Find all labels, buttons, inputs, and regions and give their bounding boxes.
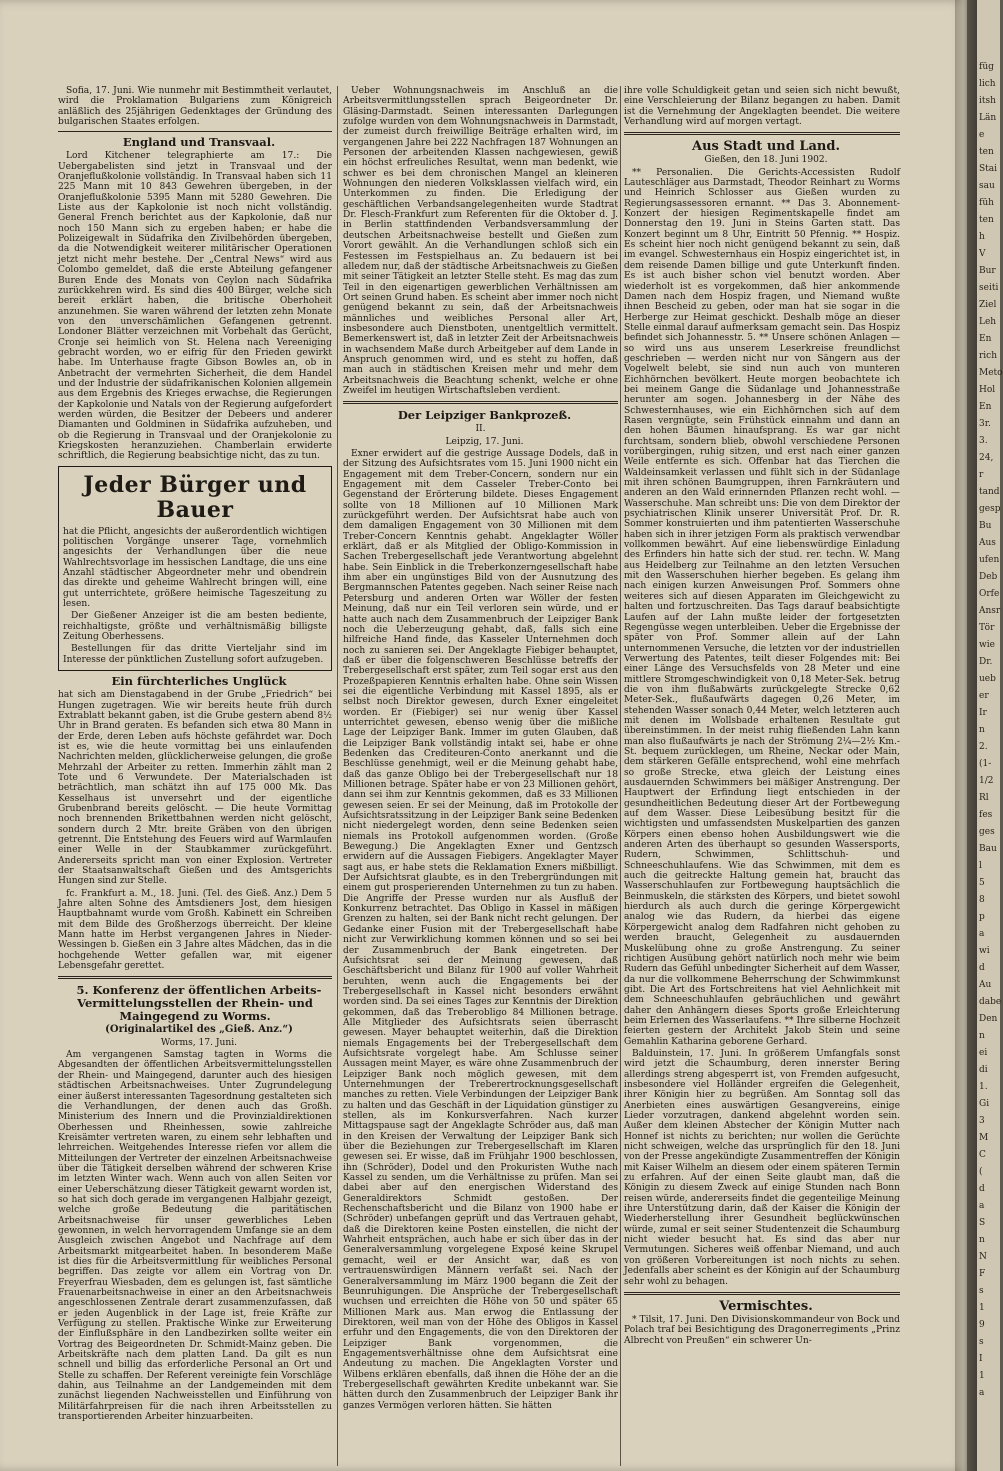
adjacent-page-fragment: Den xyxy=(979,1014,998,1024)
adjacent-page-fragment: Bu xyxy=(979,521,992,531)
adjacent-page-fragment: 2. xyxy=(979,742,988,752)
adjacent-page-fragment: Gi xyxy=(979,1099,990,1109)
adjacent-page-fragment: dabe xyxy=(979,997,1002,1007)
dateline: Leipzig, 17. Juni. xyxy=(445,436,524,447)
adjacent-page-fragment: rich xyxy=(979,351,998,361)
bankprozess-continuation: ihre volle Schuldigkeit getan und seien sich nicht bewußt, eine Verschleierung der Bilanz begangen zu haben. Damit ist die Vernehmung der Angeklagten beendet. Die weitere Verhandlung wird auf morgen vertagt. xyxy=(624,86,900,128)
adjacent-page-fragment: r xyxy=(979,470,984,480)
column-1 xyxy=(58,86,332,1466)
adjacent-page-fragment: tand xyxy=(979,487,1000,497)
adjacent-page-fragment: Orfe xyxy=(979,589,1000,599)
adjacent-page-fragment: Meto xyxy=(979,368,1003,378)
wohnungsnachweis-article: Ueber Wohnungsnachweis im Anschluß an die Arbeitsvermittlungsstellen sprach Beigeordneter Dr. Gläsing-Darmstadt. Seinen interessanten Darlegungen zufolge wurden von dem Wohnungsnachweis in Darmstadt, der zumeist durch freiwillige Beiträge erhalten wird, im vergangenen Jahre bei 222 Nachfragen 187 Wohnungen an Personen der arbeitenden Klassen nachgewiesen, gewiß ein höchst erfreuliches Resultat, wenn man bedenkt, wie schwer es bei dem chronischen Mangel an kleineren Wohnungen den niederen Volksklassen vielfach wird, ein Unterkommen zu finden. Die Erledigung der geschäftlichen Verbandsangelegenheiten wurde Stadtrat Dr. Flesch-Frankfurt zum Referenten für die Oktober d. J. in Berlin stattfindenden Verbandsversammlung der deutschen Arbeitsnachweise bestellt und Gießen zum Vorort gewählt. An die Verhandlungen schloß sich ein Festessen im Festspielhaus an. Zu bedauern ist bei alledem nur, daß der städtische Arbeitsnachweis zu Gießen mit seiner Tätigkeit an letzter Stelle steht. Es mag das zum Teil in den eigenartigen gewerblichen Verhältnissen am Ort seinen Grund haben. Es scheint aber immer noch nicht genügend bekannt zu sein, daß der Arbeitsnachweis männliches und weibliches Personal aller Art, insbesondere auch Dienstboten, unentgeltlich vermittelt. Bemerkenswert ist, daß in letzter Zeit der Arbeitsnachweis in wachsendem Maße durch Arbeitgeber auf dem Lande in Anspruch genommen wird, und es steht zu hoffen, daß man auch in städtischen Kreisen mehr und mehr dem Arbeitsnachweis die Beachtung schenkt, welche er ohne Zweifel im heutigen Wirtschaftsleben verdient. xyxy=(343,86,618,396)
column-2 xyxy=(343,86,618,1466)
adjacent-page-fragment: sau xyxy=(979,181,995,191)
adjacent-page-fragment: ges xyxy=(979,827,995,837)
dateline: Worms, 17. Juni. xyxy=(160,1037,238,1048)
part-number: II. xyxy=(475,424,486,435)
adjacent-page-fragment: S xyxy=(979,1218,986,1228)
adjacent-page-fragment: 3. xyxy=(979,436,988,446)
adjacent-page-fragment: V xyxy=(979,249,986,259)
adjacent-page-fragment: ufen xyxy=(979,555,1000,565)
divider xyxy=(343,401,618,404)
adjacent-page-fragment: di xyxy=(979,1065,988,1075)
adjacent-page-fragment: M xyxy=(979,1133,989,1143)
adjacent-page-fragment: Au xyxy=(979,980,992,990)
adjacent-page-fragment: 3 xyxy=(979,1116,985,1126)
adjacent-page-fragment: ten xyxy=(979,215,994,225)
divider xyxy=(624,1292,900,1295)
adjacent-page-fragment: l xyxy=(979,861,982,871)
adjacent-page-fragment: N xyxy=(979,1252,987,1262)
adjacent-page-fragment: a xyxy=(979,1388,985,1398)
adjacent-page-fragment: e xyxy=(979,130,985,140)
adjacent-page-fragment: Hol xyxy=(979,385,996,395)
adjacent-page-fragment: Ansr xyxy=(979,606,1001,616)
adjacent-page-fragment: Bau xyxy=(979,844,997,854)
adjacent-page-fragment: ei xyxy=(979,1048,988,1058)
heading-england-transvaal: England und Transvaal. xyxy=(122,135,276,150)
divider xyxy=(58,976,332,979)
heading-konferenz: 5. Konferenz der öffentlichen Arbeits-Vermittelungsstellen der Rhein- und Maingegend zu Worms. xyxy=(76,983,322,1024)
adjacent-page-fragment: seiti xyxy=(979,283,999,293)
adjacent-page-fragment: Deb xyxy=(979,572,998,582)
heading-unglueck: Ein fürchterliches Unglück xyxy=(111,674,287,689)
adjacent-page-fragment: 1 xyxy=(979,1303,985,1313)
adjacent-page-fragment: er xyxy=(979,691,989,701)
adjacent-page-fragment: 1. xyxy=(979,1082,988,1092)
book-spine-shadow xyxy=(955,0,977,1471)
adjacent-page-fragment: ten xyxy=(979,147,994,157)
adjacent-page-fragment: wie xyxy=(979,640,995,650)
adjacent-page-fragment: Tör xyxy=(979,623,995,633)
column-3 xyxy=(624,86,900,1466)
adjacent-page-fragment: füg xyxy=(979,62,994,72)
adjacent-page-fragment: p xyxy=(979,912,985,922)
unglueck-article: hat sich am Dienstagabend in der Grube „Friedrich“ bei Hungen zugetragen. Wie wir bereits heute früh durch Extrablatt bekannt gaben, ist die Grube gestern abend 8½ Uhr in Brand geraten. Es befanden sich etwa 80 Mann in der Erde, deren Leben aufs höchste gefährdet war. Doch ist es, wie die heute vormittag bei uns einlaufenden Nachrichten melden, glücklicherweise gelungen, die große Mehrzahl der Arbeiter zu retten. Immerhin zählt man 2 Tote und 6 Verwundete. Der Materialschaden ist beträchtlich, man schätzt ihn auf 175 000 Mk. Das Kesselhaus ist unversehrt und der eigentliche Grubenbrand bereits gelöscht. — Die heute Vormittag noch brennenden Brikettbahnen werden nicht gelöscht, sondern durch 2 Mtr. breite Gräben von den übrigen getrennt. Die Entstehung des Feuers wird auf Warmlaufen einer Welle in der Staubkammer zurückgeführt. Andererseits spricht man von einer Explosion. Vertreter der Staatsanwaltschaft Gießen und des Amtsgerichts Hungen sind zur Stelle. xyxy=(58,690,332,887)
adjacent-page-fragment: Stai xyxy=(979,164,998,174)
bankprozess-article: Exner erwidert auf die gestrige Aussage Dodels, daß in der Sitzung des Aufsichtsrates vom 15. Juni 1900 nicht ein Engagement mit dem Treber-Concern, sondern nur ein Engagement mit dem Casseler Treber-Conto bei Gegenstand der Erörterung bildete. Dieses Engagement sollte von 18 Millionen auf 10 Millionen Mark zurückgeführt werden. Der Aufsichtsrat habe auch von dem damaligen Engagement von 30 Millionen mit dem Treber-Concern Kenntnis gehabt. Angeklagter Wöller erklärt, daß er als Mitglied der Obligo-Kommission in Sachen Trebergesellschaft jede Verantwortung abgelehnt habe. Sein Einblick in die Treberkonzerngesellschaft habe ihm aber ein ungünstiges Bild von der Ausnutzung des Bergmannschen Patentes gegeben. Nach seiner Reise nach Petersburg und anderen Orten war Wöller der festen Meinung, daß nur ein Teil verloren sein würde, und er hatte auch nach dem Zusammenbruch der Leipziger Bank noch die Ueberzeugung gehabt, daß, falls sich eine hilfreiche Hand finde, das Kasseler Unternehmen doch noch zu sanieren sei. Der Angeklagte Fiebiger behauptet, daß er über die folgenschweren Beschlüsse betreffs der Trebergesellschaft erst später, zum Teil sogar erst aus den Prozeßpapieren Kenntnis erhalten habe. Ohne sein Wissen sei die eigentliche Verbindung mit Kassel 1895, als er selbst noch Direktor gewesen, durch Exner eingeleitet worden. Er (Fiebiger) sei nur wenig über Kassel unterrichtet gewesen, ebenso wenig über die mißliche Lage der Leipziger Bank. Immer im guten Glauben, daß die Leipziger Bank vollständig intakt sei, habe er ohne Bedenken das Crediteuren-Conto anerkannt und die Beschlüsse genehmigt, weil er die Meinung gehabt habe, daß das ganze Obligo bei der Trebergesellschaft nur 18 Millionen betrage. Später habe er von 23 Millionen gehört, dann sei ihm zur Kenntnis gekommen, daß es 33 Millionen gewesen seien. Er sei der Meinung, daß im Protokolle der Aufsichtsratssitzung in der Leipziger Bank seine Bedenken nicht niedergelegt worden, denn seine Bedenken seien niemals ins Protokoll aufgenommen worden. (Große Bewegung.) Die Angeklagten Exner und Gentzsch erwidern auf die Aussagen Fiebigers. Angeklagter Mayer sagt aus, er habe stets die Reklamation Exners mißbilligt. Der Aufsichtsrat glaubte, es in den Trebergründungen mit einem gut prosperierenden Unternehmen zu tun zu haben. Die Angriffe der Presse wurden nur als Ausfluß der Konkurrenz betrachtet. Das Obligo in Kassel in mäßigen Grenzen zu halten, sei der Bank nicht recht gelungen. Der Gedanke einer Fusion mit der Trebergesellschaft habe nicht zur Verwirklichung kommen können und so sei bei der Zusammenbruch der Bank eingetreten. Der Aufsichtsrat sei der Meinung gewesen, daß Geschäftsbericht und Bilanz für 1900 auf voller Wahrheit beruhten, wenn auch die Engagements bei der Trebergesellschaft in Kassel nicht besonders erwähnt worden sind. Da sei eines Tages zur Kenntnis der Direktion gekommen, daß das Treberobligo 84 Millionen betrage. Alle Mitglieder des Aufsichtsrats seien überrascht gewesen. Mayer behauptet weiterhin, daß die Direktion niemals Engagements bei der Trebergesellschaft dem Aufsichtsrate vorgelegt habe. Am Schlusse seiner Aussagen meint Mayer, es wäre ohne Zusammenbruch der Leipziger Bank noch möglich gewesen, mit dem Unternehmungen der Treberertrocknungsgesellschaft manches zu retten. Viele Verbindungen der Leipziger Bank zu halten und das Geschäft in der Liquidation günstiger zu stellen, als im Konkursverfahren. Nach kurzer Mittagspause sagt der Angeklagte Schröder aus, daß man in den Kreisen der Verwaltung der Leipziger Bank sich über die Beziehungen zur Trebergesellschaft im Klaren gewesen sei. Er wisse, daß im Frühjahr 1900 beschlossen, ihn (Schröder), Dodel und den Prokuristen Wuthe nach Kassel zu senden, um die Verhältnisse zu prüfen. Man sei dabei aber auf den energischen Widerstand des Generaldirektors Schmidt gestoßen. Der Rechenschaftsbericht und die Bilanz von 1900 habe er (Schröder) unbefangen geprüft und das Vertrauen gehabt, daß die Direktoren keine Posten einstellen, die nicht der Wahrheit entsprächen, auch habe er sich über das in der Generalversammlung vorgelegene Exposé keine Skrupel gemacht, weil er der Ansicht war, daß es von vertrauenswürdigen Männern verfaßt sei. Nach der Generalversammlung im März 1900 begann die Zeit der Beunruhigungen. Die Ansprüche der Trebergesellschaft wuchsen und erreichten die Höhe von 50 und später 65 Millionen Mark aus. Man erwog die Entlassung der Direktoren, weil man von der Höhe des Obligos in Kassel erfuhr und den Engagements, die von den Direktoren der Leipziger Bank vorgenommen, die Engagementsverhältnisse ohne dem Aufsichtsrat eine Andeutung zu machen. Die Angeklagten Vorster und Wilbens erklären ebenfalls, daß ihnen die Höhe der an die Trebergesellschaft gewährten Kredite unbekannt war. Sie hätten durch den Zusammenbruch der Leipziger Bank ihr ganzes Vermögen verloren hätten. Sie hätten xyxy=(343,449,618,1411)
divider xyxy=(58,131,332,132)
adjacent-page-fragment: Ir xyxy=(979,708,987,718)
adjacent-page-fragment: s xyxy=(979,1286,984,1296)
adjacent-page-fragment: (1- xyxy=(979,759,992,769)
adjacent-page-fragment: d xyxy=(979,1184,985,1194)
divider xyxy=(624,132,900,135)
adjacent-page-fragment: Dr. xyxy=(979,657,993,667)
adjacent-page-fragment: a xyxy=(979,929,985,939)
sofia-report: Sofia, 17. Juni. Wie nunmehr mit Bestimmtheit verlautet, wird die Proklamation Bulgariens zum Königreich anläßlich des 25jährigen Gedenktages der Gründung des bulgarischen Staates erfolgen. xyxy=(58,86,332,128)
adjacent-page-fragment: h xyxy=(979,232,985,242)
adjacent-page-fragment: Län xyxy=(979,113,997,123)
adjacent-page-fragment: n xyxy=(979,725,985,735)
adjacent-page-fragment: Leh xyxy=(979,317,997,327)
frankfurt-report: fc. Frankfurt a. M., 18. Juni. (Tel. des Gieß. Anz.) Dem 5 Jahre alten Sohne des Amtsdieners Jost, dem hiesigen Hauptbahnamt wurde vom Großh. Kabinett ein Schreiben mit dem Bilde des Großherzogs überreicht. Der kleine Mann hatte im Herbst vergangenen Jahres in Nieder-Wessingen b. Gießen ein 3 Jahre altes Mädchen, das in die hochgehende Wetter gefallen war, mit eigener Lebensgefahr gerettet. xyxy=(58,888,332,972)
adjacent-page-fragment: 24, xyxy=(979,453,994,463)
adjacent-page-fragment: C xyxy=(979,1150,986,1160)
heading-vermischtes: Vermischtes. xyxy=(719,1298,813,1314)
adjacent-page-fragment: fes xyxy=(979,810,993,820)
konferenz-article: Am vergangenen Samstag tagten in Worms die Abgesandten der öffentlichen Arbeitsvermittelungsstellen der Rhein- und Maingegend, darunter auch des hiesigen städtischen Arbeitsnachweises. Unter Zugrundelegung einer äußerst interessanten Tagesordnung gestalteten sich die Verhandlungen, der denen auch das Großh. Ministerium des Innern und die Provinzialdirektionen Oberhessen und Rheinhessen, sowie zahlreiche Kreisämter vertreten waren, zu einem sehr lebhaften und lehrreichen. Weitgehendes Interesse riefen vor allem die Mitteilungen der Vertreter der einzelnen Arbeitsnachweise über die Tätigkeit derselben während der schweren Krise im letzten Winter wach. Wenn auch von allen Seiten vor einer Ueberschätzung dieser Tätigkeit gewarnt worden ist, so hat sich doch gerade im vergangenen Halbjahr gezeigt, welche große Bedeutung die paritätischen Arbeitsnachweise für unser gewerbliches Leben gewonnen, in welch hervorragendem Umfange sie an dem Ausgleich zwischen Angebot und Nachfrage auf dem Arbeitsmarkt mitgearbeitet haben. In besonderem Maße ist dies für die Arbeitsvermittlung für weibliches Personal begriffen. Das zeigte vor allem ein Vortrag von Dr. Freyerfrau Wiesbaden, dem es gelungen ist, fast sämtliche Frauenarbeitsnachweise in einer an den Arbeitsnachweis angeschlossenen Zentrale derart zusammenzufassen, daß er jeden Augenblick in der Lage ist, freie Kräfte zur Verfügung zu stellen. Praktische Winke zur Erweiterung der Einflußsphäre in den Landbezirken sollte weiter ein Vortrag des Beigeordneten Dr. Schmidt-Mainz geben. Die Arbeitskräfte nach dem platten Land. Da gilt es nun schnell und billig das erforderliche Personal an Ort und Stelle zu schaffen. Der Referent vereinigte fein Vorschläge dahin, aus Teilnahme an der Landgemeinden mit dem zunächst liegenden Nachweisstellen und Einführung von Militärfahrpreisen für die nach ihren Arbeitsstellen zu transportierenden Arbeiter hinzuarbeiten. xyxy=(58,1050,332,1423)
england-article: Lord Kitchener telegraphierte am 17.: Die Uebergabelisten sind jetzt in Transvaal und der Oranjeflußkolonie vollständig. In Transvaal haben sich 11 225 Mann mit 10 843 Gewehren übergeben, in der Oranjeflußkolonie 5395 Mann mit 5280 Gewehren. Die Liste aus der Kapkolonie ist noch nicht vollständig. General French berichtet aus der Kapkolonie, daß nur noch 150 Mann sich zu ergeben haben; er habe die Polizeigewalt in Südafrika den Zivilbehörden übergeben, da die Notwendigkeit weiterer militärischer Operationen jetzt nicht mehr bestehe. Der „Central News“ wird aus Colombo gemeldet, daß die erste Abteilung gefangener Buren Ende des Monats von Ceylon nach Südafrika zurückkehren wird. Es sind dies 400 Bürger, welche sich bereit erklärt haben, die britische Oberhoheit anzunehmen. Sie waren während der letzten zehn Monate von den unverschämlichen Gefangenen getrennt. Londoner Blätter verzeichnen mit Vorbehalt das Gerücht, Cronje sei heimlich von St. Helena nach Vereeniging gebracht worden, wo er eifrig für den Frieden gewirkt habe. Im Unterhause fragte Gibson Bowles an, ob in Anbetracht der vermehrten Sicherheit, die dem Handel und der Industrie der südafrikanischen Kolonien allgemein aus dem Ergebnis des Krieges erwachse, die Regierungen der Kapkolonie und Natals von der Regierung aufgefordert werden würden, die Besitzer der Debeers und anderer Diamanten und Goldminen in Südafrika aufzuheben, und ob die Regierung in Transvaal und der Oranjekolonie zu Kriegskosten heranzuziehen. Chamberlain erwiderte schriftlich, die Regierung beabsichtige nicht, das zu tun. xyxy=(58,151,332,462)
subscription-advertisement xyxy=(58,466,332,671)
adjacent-page-fragment: En xyxy=(979,334,992,344)
adjacent-page-fragment: F xyxy=(979,1269,986,1279)
dateline: Gießen, den 18. Juni 1902. xyxy=(704,155,828,166)
vermischtes-article: * Tilsit, 17. Juni. Den Divisionskommandeur von Bock und Polach traf bei Besichtigung des Dragonerregiments „Prinz Albrecht von Preußen“ ein schwerer Un- xyxy=(624,1314,900,1346)
adjacent-page-fragment: n xyxy=(979,1235,985,1245)
adjacent-page-fragment: füh xyxy=(979,198,994,208)
adjacent-page-fragment: Rl xyxy=(979,793,989,803)
adjacent-page-fragment: 1 xyxy=(979,1371,985,1381)
adjacent-page-fragment: Bur xyxy=(979,266,996,276)
adjacent-page-fragment: 3r. xyxy=(979,419,991,429)
adjacent-page-fragment: 1/2 xyxy=(979,776,994,786)
adjacent-page-fragment: itsh xyxy=(979,96,996,106)
balduinstein-report: Balduinstein, 17. Juni. In größerem Umfangfals sonst wird jetzt die Schaumburg, deren innerster Bering allerdings streng abgesperrt ist, von Fremden aufgesucht, insbesondere viel Holländer ergreifen die Gelegenheit, ihrer Königin hier zu begrüßen. Am Sonntag soll das Anerbieten eines auswärtigen Gesangvereins, einige Lieder vorzutragen, dankend abgelehnt worden sein. Außer dem kleinen Abstecher der Königin Mutter nach Honnef ist nichts zu berichten; nur wollen die Gerüchte nicht schweigen, welche das ursprünglich für den 18. Juni von der Presse angekündigte Zusammentreffen der Königin mit Kaiser Wilhelm an diesem oder einem späteren Termin zu erfahren. Auf der einen Seite glaubt man, daß die Königin zu diesem Zweck auf einige Stunden nach Bonn reisen würde, andererseits findet die gegenteilige Meinung ihre Unterstützung darin, daß der Kaiser die Königin der Wiederherstellung ihrer Gesundheit beglückwünschen würde, zumal er seit seiner Studentenzeit die Schaumburg nicht wieder besucht hat. Es sind das aber nur Vermutungen. Sicheres weiß offenbar Niemand, und auch von größeren Vorbereitungen ist noch nichts zu sehen. Jedenfalls aber scheint es der Königin auf der Schaumburg sehr wohl zu behagen. xyxy=(624,1048,900,1287)
adjacent-page-fragment: 5 xyxy=(979,878,985,888)
adjacent-page-fragment: 9 xyxy=(979,1320,985,1330)
advertisement-text: hat die Pflicht, angesichts der außerordentlich wichtigen politischen Vorgänge unserer Tage, vornehmlich angesichts der Verhandlungen über die neue Wahlrechtsvorlage im hessischen Landtage, die uns eine Anzahl städtischer Abgeordneter mehr und obendrein das direkte und geheime Wahlrecht bringen will, eine gut unterrichtete, größere heimische Tageszeitung zu lesen. xyxy=(63,526,327,610)
adjacent-page-fragment: d xyxy=(979,963,985,973)
adjacent-page-fragment: s xyxy=(979,1337,984,1347)
advertisement-title: Jeder Bürger und Bauer xyxy=(83,471,307,523)
column-divider xyxy=(337,86,338,1466)
adjacent-page-fragment: wi xyxy=(979,946,990,956)
local-news: ** Personalien. Die Gerichts-Accessisten Rudolf Lauteschläger aus Darmstadt, Theodor Reinhart zu Worms und Heinrich Schlosser aus Gießen wurden zu Regierungsassessoren ernannt. ** Das 3. Abonnement-Konzert der hiesigen Regimentskapelle findet am Donnerstag den 19. Juni in Steins Garten statt. Das Konzert beginnt um 8 Uhr, Eintritt 50 Pfennig. ** Hospiz. Es scheint hier noch nicht genügend bekannt zu sein, daß im evangel. Schwesternhaus ein Hospiz eingerichtet ist, in dem reisende Damen billige und gute Unterkunft finden. Es ist auch bisher schon viel benutzt worden. Aber wiederholt ist es vorgekommen, daß hier ankommende Damen nach dem Hospiz fragen, und Niemand wußte ihnen Bescheid zu geben, oder man hat sie sogar in die Herberge zur Heimat geschickt. Deshalb möge an dieser Stelle einmal darauf aufmerksam gemacht sein. Das Hospiz befindet sich Johannesstr. 5. ** Unsere schönen Anlagen — so wird uns aus unserem Leserkreise freundlichst geschrieben — werden nicht nur von Sängern aus der Vogelwelt belebt, sie sind nun auch von munteren Eichhörnchen bevölkert. Heute morgen beobachtete ich bei meinem Gange die Südanlage und Johannesstraße herunter am sogen. Johannesberg in der Nähe des Schwesternhauses, wie ein Eichhörnchen sich auf dem Rasen vergnügte, sein Frühstück einnahm und dann an den hohen Bäumen hinaufsprang. Es war gar nicht furchtsam, sondern blieb, obwohl verschiedene Personen vorübergingen, ruhig sitzen, und erst nach einer ganzen Weile entfernte es sich. Offenbar hat das Tierchen die Waldeinsamkeit verlassen und fühlt sich in der Südanlage mit ihren schönen Baumgruppen, ihren Farnkräutern und anderen an den Wald erinnernden Pflanzen recht wohl. — Wasserschuhe. Man schreibt uns: Die von dem Direktor der psychiatrischen Klinik unserer Universität Prof. Dr. R. Sommer konstruierten und ihm patentierten Wasserschuhe haben sich in ihrer jetzigen Form als praktisch verwendbar vollkommen bewährt. Auf eine liebenswürdige Einladung des Erfinders hin hatte sich der stud. rer. techn. W. Mang aus Heidelberg zur Teilnahme an den letzten Versuchen mit den Wasserschuhen hierher begeben. Es gelang ihm nach einigen kurzen Anweisungen Prof. Sommers ohne weiteres sich auf diesen Apparaten im Gleichgewicht zu halten und fortzuschreiten. Das Tags darauf beabsichtigte Laufen auf der Lahn mußte leider der fortgesetzten Regengüsse wegen unterbleiben. Ueber die Ergebnisse der später von Prof. Sommer allein auf der Lahn unternommenen Versuche, die letzten vor der industriellen Verwertung des Patentes, teilt dieser Folgendes mit: Bei einer Länge des Versuchsfelds von 28 Meter und eine mittlere Stromgeschwindigkeit von 0,18 Meter-Sek. betrug die von ihm flußabwärts zurückgelegte Strecke 0,62 Meter-Sek., flußaufwärts dagegen 0,26 Meter, im stehenden Wasser sonach 0,44 Meter, welch letzteren auch mit denen im Wollsbade erhaltenen Resultate gut übereinstimmen. In der meist ruhig fließenden Lahn kann man also flußaufwärts je nach der Strömung 2¼—2½ Km.-St. bequem zurücklegen, um Rheine, Neckar oder Main, dem stärkeren Gefälle entsprechend, wohl eine mehrfach so große Strecke, etwa gleich der Leistung eines ausdauernden Schwimmers bei mäßiger Anstrengung. Der Hauptwert der Erfindung liegt entschieden in der gesundheitlichen Bedeutung dieser Art der Fortbewegung auf dem Wasser. Diese Leibesübung besitzt für die wichtigsten und umfassendsten Muskelpartien des ganzen Körpers einen ebenso hohen Ausbildungswert wie die anderen Arten des überhaupt so gesunden Wassersports, Rudern, Schwimmen, Schlittschuh- und Schneeschuhlaufens. Wie das Schwimmen, mit dem es auch die geitreckte Haltung gemein hat, braucht das Wasserschuhlaufen zur Fortbewegung hauptsächlich die Beinmuskeln, die stärksten des Körpers, und bietet sowohl hierdurch als auch durch die geringe Körpergewicht analog wie das Rudern, da hierbei das eigene Körpergewicht analog dem Radfahren nicht gehoben zu werden braucht, Gelegenheit zu ausdauernden Muskelübung ohne zu große Anstrengung. Zu seiner richtigen Ausübung gehört natürlich noch mehr wie beim Rudern das Gefühl unbedingter Sicherheit auf dem Wasser, da nur die vollkommene Beherrschung der Schwimmkunst gibt. Die Art des Fortschreitens hat viel Aehnlichkeit mit dem Schneeschuhlaufen gebräuchlichen und gewährt daher den Anhängern dieses Sports große Erleichterung beim Erlernen des Wasserlaufens. ** Ihre silberne Hochzeit feierten gestern der Architekt Jakob Stein und seine Gemahlin Katharina geborene Gerhard. xyxy=(624,167,900,1047)
adjacent-page-fragment: ( xyxy=(979,1167,983,1177)
advertisement-text: Der Gießener Anzeiger ist die am besten bediente, reichhaltigste, größte und verhältnismäßig billigste Zeitung Oberhessens. xyxy=(63,611,327,643)
adjacent-page-fragment: I xyxy=(979,1354,983,1364)
adjacent-page-fragment: ueb xyxy=(979,674,996,684)
heading-stadt-und-land: Aus Stadt und Land. xyxy=(692,139,840,155)
adjacent-page-edge xyxy=(977,0,1003,1471)
adjacent-page-fragment: lich xyxy=(979,79,996,89)
konferenz-subtitle: (Originalartikel des „Gieß. Anz.“) xyxy=(105,1024,293,1036)
adjacent-page-fragment: Aus xyxy=(979,538,996,548)
adjacent-page-fragment: 8 xyxy=(979,895,985,905)
adjacent-page-fragment: En xyxy=(979,402,992,412)
adjacent-page-fragment: Ziel xyxy=(979,300,997,310)
column-divider xyxy=(620,86,621,1466)
heading-bankprozess: Der Leipziger Bankprozeß. xyxy=(397,408,572,423)
advertisement-text: Bestellungen für das dritte Vierteljahr sind im Interesse der pünktlichen Zustellung sofort aufzugeben. xyxy=(63,644,327,665)
adjacent-page-fragment: gesp xyxy=(979,504,1001,514)
adjacent-page-fragment: a xyxy=(979,1201,985,1211)
adjacent-page-fragment: n xyxy=(979,1031,985,1041)
